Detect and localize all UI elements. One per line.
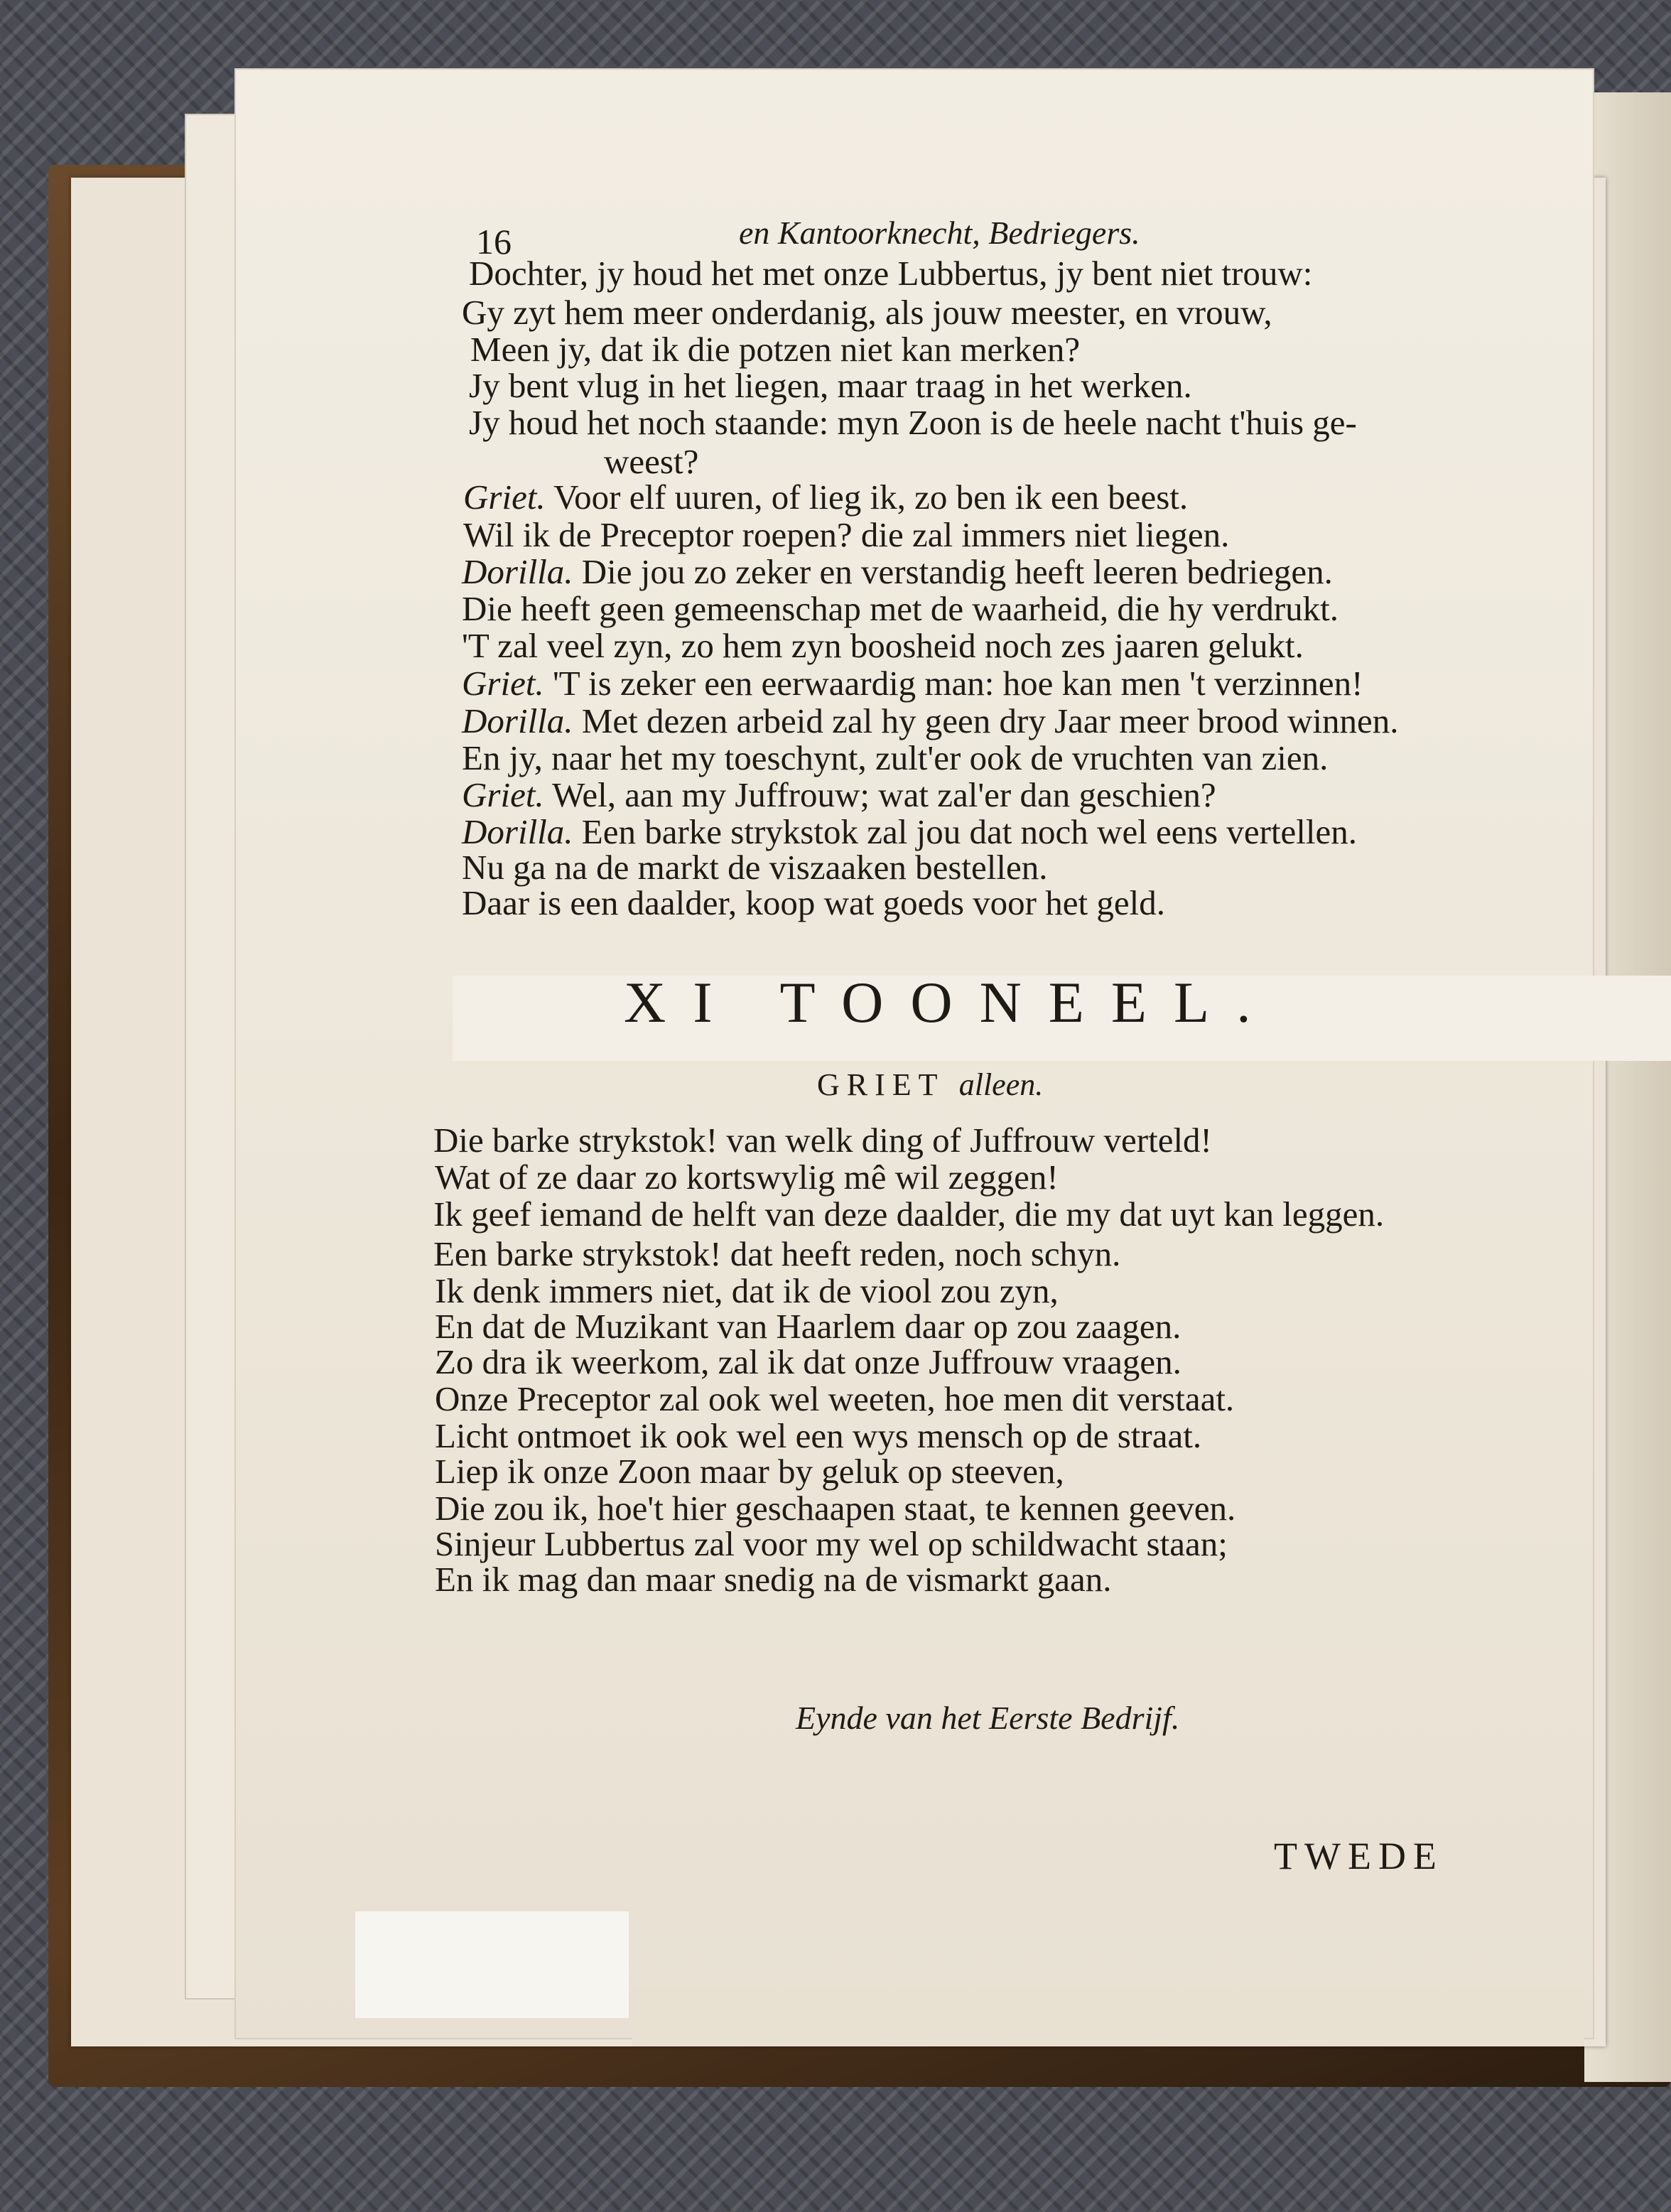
monologue-line: Die barke strykstok! van welk ding of Juffrouw verteld! [433, 1121, 1212, 1160]
scene-direction: alleen. [958, 1067, 1044, 1102]
line-text: Jy bent vlug in het liegen, maar traag in het werken. [469, 366, 1192, 405]
line-text: weest? [604, 442, 699, 481]
dialogue-line [469, 256, 1312, 291]
line-text: Voor elf uuren, of lieg ik, zo ben ik een beest. [553, 478, 1189, 517]
dialogue-line [462, 885, 1165, 920]
monologue-line: Onze Preceptor zal ook wel weeten, hoe men dit verstaat. [435, 1379, 1235, 1418]
line-text: Die jou zo zeker en verstandig heeft leeren bedriegen. [581, 552, 1333, 591]
dialogue-line [462, 554, 1333, 589]
line-text: En jy, naar het my toeschynt, zult'er ook de vruchten van zien. [462, 738, 1329, 777]
line-text: Nu ga na de markt de viszaaken bestellen. [462, 848, 1048, 887]
dialogue-line [462, 295, 1272, 330]
dialogue-line [462, 628, 1304, 663]
monologue-line: Wat of ze daar zo kortswylig mê wil zeggen! [435, 1158, 1059, 1197]
dialogue-line [463, 478, 1189, 517]
scene-character: GRIET [817, 1067, 944, 1102]
line-text: Jy houd het noch staande: myn Zoon is de heele nacht t'huis ge- [469, 403, 1357, 442]
monologue-line: En dat de Muzikant van Haarlem daar op zou zaagen. [435, 1307, 1181, 1346]
scene-title: XI TOONEEL. [624, 970, 1278, 1035]
torn-page-edge [632, 1990, 1584, 2046]
line-text: Wil ik de Preceptor roepen? die zal immers niet liegen. [463, 515, 1230, 554]
dialogue-line [462, 666, 1363, 701]
dialogue-line [462, 703, 1398, 738]
speaker-name: Griet. [462, 775, 544, 814]
dialogue-line [463, 517, 1229, 552]
line-text: Die heeft geen gemeenschap met de waarheid, die hy verdrukt. [462, 589, 1339, 628]
library-label [355, 1911, 629, 2018]
speaker-name: Dorilla. [462, 812, 573, 851]
line-text: Meen jy, dat ik die potzen niet kan merken? [470, 330, 1081, 369]
line-text: 'T zal veel zyn, zo hem zyn boosheid noch zes jaaren gelukt. [462, 626, 1304, 665]
monologue-line: Een barke strykstok! dat heeft reden, noch schyn. [433, 1234, 1121, 1273]
line-text: Dochter, jy houd het met onze Lubbertus, jy bent niet trouw: [469, 254, 1313, 293]
monologue-line: Liep ik onze Zoon maar by geluk op steeven, [435, 1452, 1064, 1491]
monologue-line: Zo dra ik weerkom, zal ik dat onze Juffrouw vraagen. [435, 1342, 1181, 1381]
dialogue-line [462, 777, 1216, 812]
speaker-name: Griet. [463, 478, 546, 517]
monologue-line: Licht ontmoet ik ook wel een wys mensch op de straat. [435, 1416, 1202, 1455]
page-number: 16 [476, 222, 512, 261]
line-text: Met dezen arbeid zal hy geen dry Jaar meer brood winnen. [581, 701, 1399, 740]
act-end: Eynde van het Eerste Bedrijf. [796, 1700, 1180, 1736]
line-text: Daar is een daalder, koop wat goeds voor het geld. [462, 883, 1165, 922]
dialogue-line [604, 444, 698, 479]
speaker-name: Griet. [462, 664, 544, 703]
line-text: 'T is zeker een eerwaardig man: hoe kan men 't verzinnen! [552, 664, 1363, 703]
dialogue-line [462, 591, 1339, 626]
dialogue-line [470, 332, 1080, 367]
dialogue-line [469, 368, 1192, 403]
dialogue-line [462, 740, 1328, 775]
monologue-line: Ik geef iemand de helft van deze daalder, die my dat uyt kan leggen. [433, 1194, 1385, 1234]
line-text: Een barke strykstok zal jou dat noch wel eens vertellen. [581, 812, 1358, 851]
monologue-line: Die zou ik, hoe't hier geschaapen staat, te kennen geeven. [435, 1489, 1236, 1528]
catchword: TWEDE [1274, 1835, 1444, 1877]
speaker-name: Dorilla. [462, 701, 573, 740]
line-text: Wel, aan my Juffrouw; wat zal'er dan geschien? [552, 775, 1216, 814]
dialogue-line [462, 850, 1048, 885]
speaker-name: Dorilla. [462, 552, 573, 591]
dialogue-line [462, 814, 1357, 849]
running-head: en Kantoorknecht, Bedriegers. [739, 215, 1140, 251]
monologue-line: Ik denk immers niet, dat ik de viool zou zyn, [435, 1271, 1059, 1310]
dialogue-line [469, 405, 1357, 440]
monologue-line: En ik mag dan maar snedig na de vismarkt gaan. [435, 1560, 1112, 1599]
scene-subtitle [817, 1069, 1043, 1101]
line-text: Gy zyt hem meer onderdanig, als jouw meester, en vrouw, [462, 293, 1272, 332]
monologue-line: Sinjeur Lubbertus zal voor my wel op schildwacht staan; [435, 1524, 1228, 1563]
